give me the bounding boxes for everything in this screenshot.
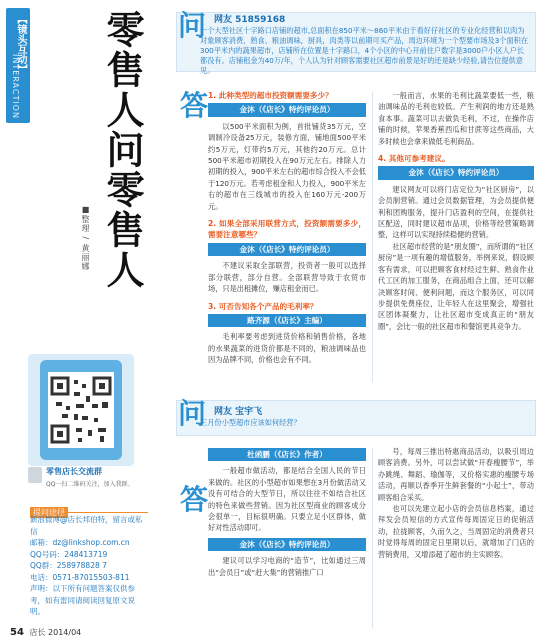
question-1-text: 一个大型社区十字路口店铺的超市,总面积在850平米～860平米由于看好仔社区的专业化经营和以肉为对象顾客消费，熟食、粮油调味，厨具，肉类等以前期可买产品，周边环境为一个型要市场及3个面积在300平米内的蔬果超市，店铺所在位置是十字路口，4个小区的中心开前住户数字是3000户小区人户长都没有。店铺租金为40万/年，个人认为针对顾客需要社区超市前景是好的还是缺少经验,请告位提供意见。 bbox=[200, 26, 529, 75]
contact-header bbox=[30, 500, 148, 517]
a1-sec4-title: 4. 其他可参考建议。 bbox=[378, 154, 450, 164]
a2-text2: 建议可以学习电商的“造节”，比如通过三周出“会员日”或“赶大集”的营销推广口 bbox=[208, 556, 366, 577]
a1-col2-text2: 建议网友可以将门店定位为“社区厨房”，以会员制营销。通过会员数据管理，为会员提供便利和团购服务，提升门店盈利的空间，在提供社区配送，同时建议超市品项，价格等经营策略调整，这样可以实现持续稳健的营销。 bbox=[378, 184, 534, 240]
page-footer bbox=[10, 627, 81, 638]
section-tag-cn: 【镜头互动】 bbox=[15, 14, 26, 74]
a1-sec1-badge: 金沐（《店长》特约评论员） bbox=[208, 103, 366, 116]
a1-sec2-text: 不建议采取全部联营，投资者一般可以选择部分联营，部分自营。全部联营导致于农贸市场，只是出租摊位，赚店租金而已。 bbox=[208, 261, 366, 294]
a1-col2-text1: 一般而言，水果的毛利比蔬菜要低一些，粮油调味品的毛利也较低。产生利润的地方还是熟食本事。蔬菜可以去做负毛利，不过，在操作店铺的时候，苹果香蕉西瓜和甘蔗等这些商品，大多时候也会拿来做低毛利商品。 bbox=[378, 91, 534, 146]
contact-disclaimer: 声明：以下所有问题答案仅供参考，如有雷同请阅读回复原文说明。 bbox=[30, 584, 135, 616]
question-2-mark: 问 bbox=[178, 397, 207, 430]
contact-qq-group: QQ群：258978828 7 bbox=[30, 561, 107, 570]
question-2-text: 三月份小型超市应该如何经营？ bbox=[200, 418, 301, 427]
page-title: 零售人问零售人 bbox=[100, 10, 145, 290]
qr-illustration bbox=[28, 354, 134, 466]
section-tag-en: INTERACTION bbox=[11, 54, 20, 119]
answer-2-col-1 bbox=[208, 446, 366, 632]
qr-instructions: QQ一扫二维码关注，加入我群。 bbox=[46, 481, 134, 488]
a1-sec3-title: 3. 可否告知各个产品的毛利率？ bbox=[208, 301, 318, 311]
a1-sec4-badge: 金沐（《店长》特约评论员） bbox=[378, 166, 534, 179]
question-1-user: 网友 51859168 bbox=[214, 15, 286, 25]
qr-code-icon bbox=[48, 372, 114, 448]
a1-sec2-title: 2. 如果全部采用联营方式，投资额需要多少，需要注意哪些？ bbox=[208, 219, 366, 240]
page-number: 54 bbox=[10, 627, 24, 638]
a1-sec3-text: 毛利率要考虑到进货价格和销售价格，各地的水果蔬菜的进货价都是不同的，粮油调味品也因为品牌不同，价格也会有不同。 bbox=[208, 332, 366, 365]
a2-col2-text1: 号，每周三推出特惠商品活动，以吸引周边顾客消费。另外，可以尝试做“开春瘦腰节”，举办跳绳、舞蹈、瑜伽等，又价格实惠的瘦腰专场活动，再顺以香季开生鲜套餐的“小起士”，带动顾客组合采买。 bbox=[378, 447, 534, 502]
a2-text1: 一般超市做活动，都是结合全国人民的节日来做的。社区的小型超市如果想在3月份做活动又没有可结合的大型节日，所以往往不如结合社区的特色来做些营销。因为社区型商业的顾客成分会很单一，目标很明确。只要立足小区群体，做好对性活动即可。 bbox=[208, 466, 366, 533]
question-1-mark: 问 bbox=[178, 9, 207, 42]
a1-sec1-title: 1. 此种类型的超市投资额需要多少？ bbox=[208, 91, 333, 100]
contact-info bbox=[30, 514, 148, 618]
contact-email[interactable]: 邮箱：dz@linkshop.com.cn bbox=[30, 538, 130, 547]
a1-sec1-text: 以500平米面积为例，首批铺货35万元，空调制冷设备25万元，装修方面，铺地面500平米约5万元，灯带约5万元，其他约20万元。总计500平米超市初期投入在90万元左右。排除人力初期的投入，900平米左右的超市综合投入不会低于120万元。若考虑租金和人力投入，900平米左右的超市在三线城市的投入在160万元-200万元。 bbox=[208, 121, 366, 211]
a2-col2-text2: 也可以先建立起小店的会员信息档案，通过拜发会员短信的方式宣传每周固定日的促销活动，拉拢顾客，久而久之，当周固定的消费者只时觉得每周的固定日里期以后，就增加了门店的营销费用，又增添超了超市的主实顾客。 bbox=[378, 504, 534, 559]
answer-1-col-2 bbox=[378, 90, 534, 390]
a2-badge-1: 杜函鹏（《店长》作者） bbox=[208, 448, 366, 461]
contact-phone: 电话：0571-87015503-811 bbox=[30, 572, 130, 582]
qr-caption bbox=[46, 466, 166, 488]
a2-badge-2: 金沐（《店长》特约评论员） bbox=[208, 538, 366, 551]
contact-weibo: 新浪微博@店长邦伯特，留言或私信 bbox=[30, 515, 143, 536]
qr-group-name: 零售店长交流群 bbox=[46, 467, 102, 476]
a1-sec2-badge: 金沐（《店长》特约评论员） bbox=[208, 243, 366, 256]
contact-header-label: 提问途径 bbox=[30, 507, 68, 518]
phone-icon bbox=[40, 360, 122, 460]
a1-sec3-badge: 路齐源（《店长》主编） bbox=[208, 314, 366, 327]
answer-1-col-1 bbox=[208, 90, 366, 390]
section-tag bbox=[6, 8, 30, 123]
a1-col2-text3: 社区超市经营的是“朋友圈”，而所谓的“社区厨房”是一项有趣的增值服务，举例来说，假设顾客有需求，可以把顾客食材经过生鲜、熟食作业代工区的加工服务，在商品组合上面，还可以解决顾客时间、便利问题，而这个服务区，可以同步提供免费座位，让年轻人在这里聚会，增强社区团体凝聚力，让社区超市变成真正的“朋友圈”，会比一般的社区超市和餐馆更具竞争力。 bbox=[378, 241, 534, 331]
column-divider-2 bbox=[372, 448, 373, 628]
contact-qq: QQ号码：248413719 bbox=[30, 549, 108, 559]
column-divider bbox=[372, 92, 373, 382]
answer-1-mark: 答 bbox=[180, 89, 209, 122]
avatar bbox=[28, 467, 42, 483]
author-credit: ■整理 / 黄丽娜 bbox=[81, 205, 90, 271]
answer-2-col-2 bbox=[378, 446, 534, 632]
issue-label: 店长 2014/04 bbox=[29, 628, 82, 637]
answer-2-mark: 答 bbox=[180, 483, 209, 516]
question-2-user: 网友 宝宇飞 bbox=[214, 407, 263, 417]
